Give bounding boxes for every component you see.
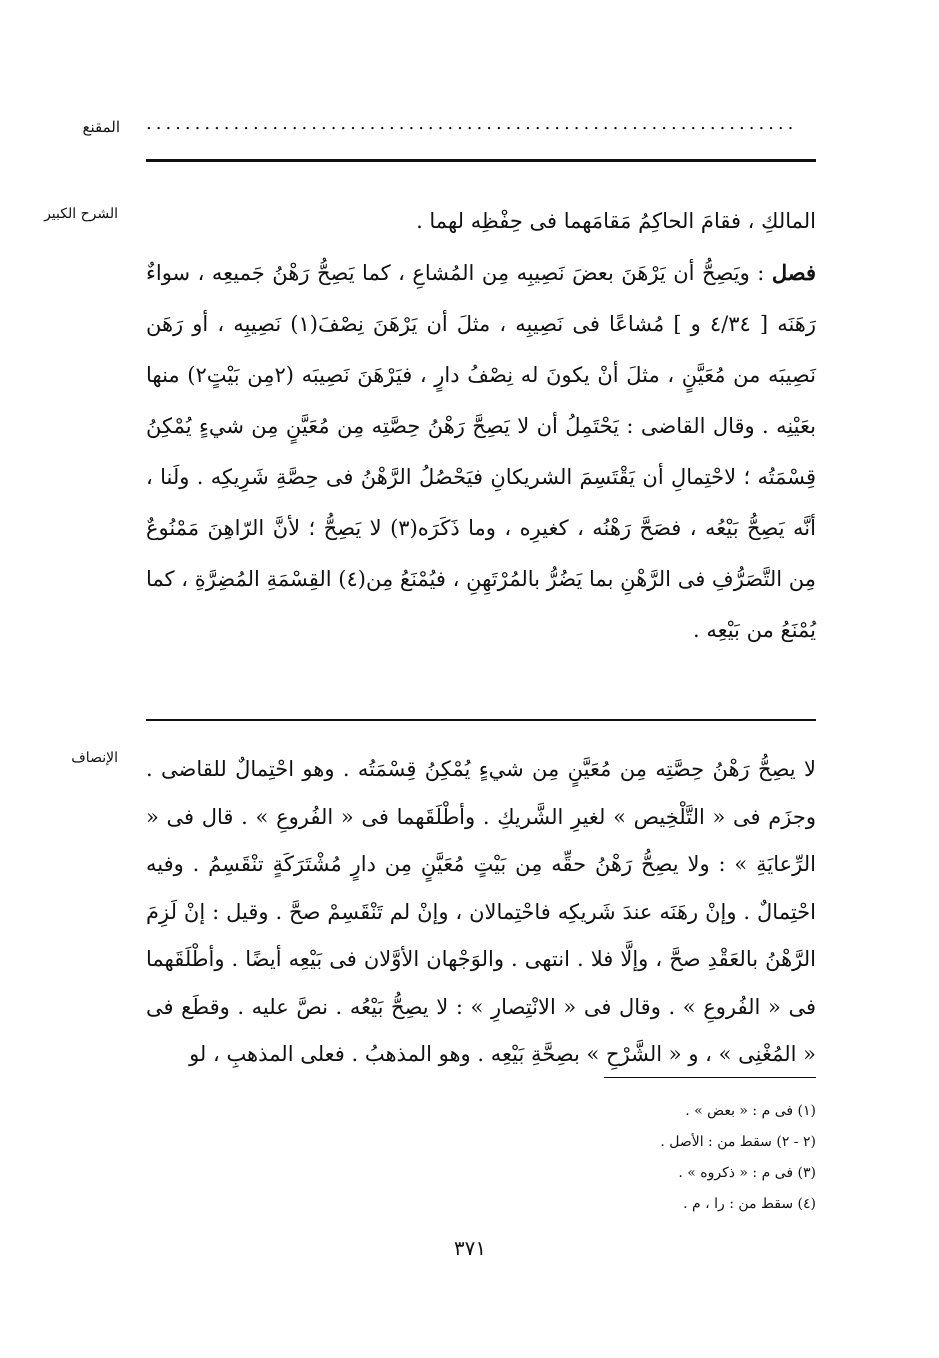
margin-label-sharh: الشرح الكبير: [44, 206, 118, 222]
footnote-rule: [604, 1077, 816, 1078]
page-number: ٣٧١: [453, 1236, 487, 1260]
section-lead: فصل: [771, 260, 816, 285]
insaf-text: [146, 746, 816, 1079]
footnote-item: (١) فى م : « بعض » .: [685, 1103, 816, 1119]
footnote-item: (٣) فى م : « ذكروه » .: [678, 1165, 816, 1181]
running-header-title: المقنع: [82, 118, 120, 136]
footnote-item: (٤) سقط من : را ، م .: [683, 1196, 816, 1212]
insaf-paragraph: لا يصِحُّ رَهْنُ حِصَّتِه مِن مُعَيَّنٍ مِن شيءٍ يُمْكِنُ قِسْمَتُه . وهو احْتِمالٌ للقاضى . وجزَم فى « التَّلْخِيص » لغيرِ الشَّريكِ . وأطْلَقَهما فى « الفُروعِ » . قال فى « الرِّعايَةِ » : ولا يصِحُّ رَهْنُ حقِّه مِن بَيْتٍ مُعَيَّنٍ مِن دارٍ مُشْتَرَكَةٍ تنْقَسِمُ . وفيه احْتِمالٌ . وإنْ رهَنَه عندَ شَريكِه فاحْتِمالان ، وإنْ لم تَنْقَسِمْ صحَّ . وقيل : إنْ لَزِمَ الرَّهْنُ بالعَقْدِ صحَّ ، وإلَّا فلا . انتهى . والوَجْهان الأوَّلان فى بَيْعِه أيضًا . وأطْلَقَهما فى « الفُروعِ » . وقال فى « الانْتِصارِ » : لا يصِحُّ بَيْعُه . نصَّ عليه . وقطَع فى « المُغْنِى » ، و « الشَّرْحِ » بصِحَّةِ بَيْعِه . وهو المذهبُ . فعلى المذهبِ ، لو: [146, 757, 816, 1066]
sharh-text: [146, 196, 816, 656]
header-rule: [146, 159, 816, 162]
sharh-opening-line: المالكِ ، فقامَ الحاكِمُ مَقامَهما فى حِفْظِه لهما .: [416, 209, 816, 233]
running-header-dots: ...................................................................: [146, 114, 798, 134]
sharh-paragraph: [146, 247, 816, 656]
footnote-item: (٢ - ٢) سقط من : الأصل .: [660, 1134, 816, 1150]
sharh-paragraph-text: : ويَصِحُّ أن يَرْهَنَ بعضَ نَصِيبِه مِن المُشاعِ ، كما يَصِحُّ رَهْنُ جَميعِه ، سواءٌ رَهَنَه [ ٤/٣٤ و ] مُشاعًا فى نَصِيبِه ، مثلَ أن يَرْهَنَ نِصْفَ(١) نَصِيبِه ، أو رَهَن نَصِيبَه من مُعَيَّنٍ ، مثلَ أنْ يكونَ له نِصْفُ دارٍ ، فيَرْهَنَ نَصِيبَه (٢مِن بَيْتٍ٢) منها بعَيْنِه . وقال القاضى : يَحْتَمِلُ أن لا يَصِحَّ رَهْنُ حِصَّتِه مِن مُعَيَّنٍ مِن شيءٍ يُمْكِنُ قِسْمَتُه ؛ لاحْتِمالِ أن يَقْتَسِمَ الشريكانِ فيَحْصُلُ الرَّهْنُ فى حِصَّةِ شَرِيكِه . ولَنا ، أنَّه يَصِحُّ بَيْعُه ، فصَحَّ رَهْنُه ، كغيرِه ، وما ذَكَرَه(٣) لا يَصِحُّ ؛ لأنَّ الرّاهِنَ مَمْنُوعٌ مِن التَّصَرُّفِ فى الرَّهْنِ بما يَضُرُّ بالمُرْتَهِنِ ، فيُمْنَعُ مِن(٤) القِسْمَةِ المُضِرَّةِ ، كما يُمْنَعُ من بَيْعِه .: [146, 261, 817, 642]
footnotes: [446, 1096, 816, 1220]
section-divider: [146, 719, 816, 721]
margin-label-insaf: الإنصاف: [71, 750, 118, 766]
